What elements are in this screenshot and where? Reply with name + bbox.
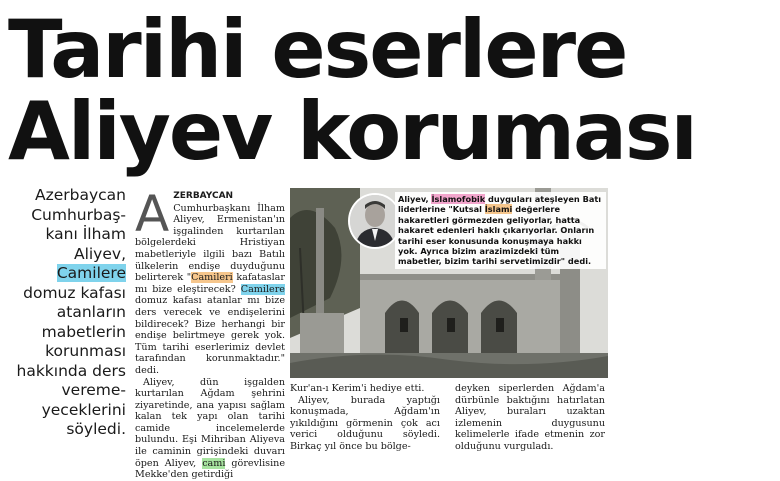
paragraph-1-text-b: kafataslar mı bize eleştirecek? (135, 272, 285, 295)
column-2-paragraph-2: Aliyev, burada yaptığı konuşmada, Ağdam'ın yıkıldığını görmenin çok acı verici olduğunu söyledi. Birkaç yıl önce bu bölge- (290, 394, 440, 452)
highlight-camileri: Camileri (191, 272, 233, 284)
lead-word: ZERBAYCAN (173, 191, 234, 201)
lead-paragraph (8, 186, 126, 440)
caption-text-a: Aliyev, (398, 194, 432, 204)
drop-cap: A (135, 185, 170, 243)
highlight-cami: cami (202, 457, 226, 469)
lead-text-1: Azerbaycan Cumhurbaş-kanı İlham Aliyev, (31, 186, 126, 263)
photo-caption (395, 192, 606, 269)
paragraph-2-text-a: Aliyev, dün işgalden kurtarılan Ağdam şehrini ziyaretinde, ana yapısı sağlam kalan tek yapı olan tarihi camide incelemelerde bulundu. Eşi Mihriban Aliyeva ile caminin girişindeki duvarı öpen Aliyev, (135, 376, 285, 469)
paragraph-1-text-c: domuz kafası atanlar mı bize ders verecek ve endişelerini bildirecek? Bize herhangi bir endişe belirtmeye gerek yok. Tüm tarihi eserlerimiz devlet tarafından korunmaktadır." dedi. (135, 295, 285, 376)
paragraph-1-text-a: Cumhurbaşkanı İlham Aliyev, Ermenistan'ın işgalinden kurtarılan bölgelerdeki Hristiyan mabetleriyle ilgili bazı Batılı ülkelerin endişe duyduğunu belirterek " (135, 202, 285, 284)
column-2-paragraph-1: Kur'an-ı Kerim'i hediye etti. (290, 383, 425, 394)
caption-text-b: duyguları ateşleyen Batı liderlerine "Kutsal (398, 194, 602, 215)
caption-highlight-islamofobik: İslamofobik (431, 194, 486, 204)
lead-highlight-camilere: Camilere (56, 264, 126, 282)
caption-text-c: değerlere hakaretleri görmezden geliyorlar, hatta hakaret edenleri haklı çıkarıyorlar. Onların tarihi eser konusunda konuşmaya hakkı yok. Ayrıca bizim arazimizdeki tüm mabetler, bizim tarihi servetimizdir" dedi. (398, 204, 595, 267)
highlight-camilere: Camilere (240, 283, 285, 295)
portrait-illustration (350, 195, 400, 247)
column-3-paragraph-1: deyken siperlerden Ağdam'a dürbünle baktığını hatırlatan Aliyev, buraları uzaktan izlemenin duygusunu kelimelerle ifade etmenin zor olduğunu vurguladı. (455, 383, 605, 452)
article-column-2 (290, 383, 440, 453)
article-column-1 (135, 185, 285, 481)
paragraph-2-text-b: görevlisine Mekke'den getirdiği (135, 457, 285, 481)
lead-text-2: domuz kafası atanların mabetlerin korunması hakkında ders vereme-yeceklerini söyledi. (16, 283, 126, 438)
caption-highlight-islami: İslami (484, 204, 513, 215)
headline-line-2: Aliyev koruması (8, 85, 696, 178)
headline-line-1: Tarihi eserlere (8, 3, 627, 96)
article-column-3 (455, 383, 605, 453)
aliyev-portrait (348, 193, 402, 249)
